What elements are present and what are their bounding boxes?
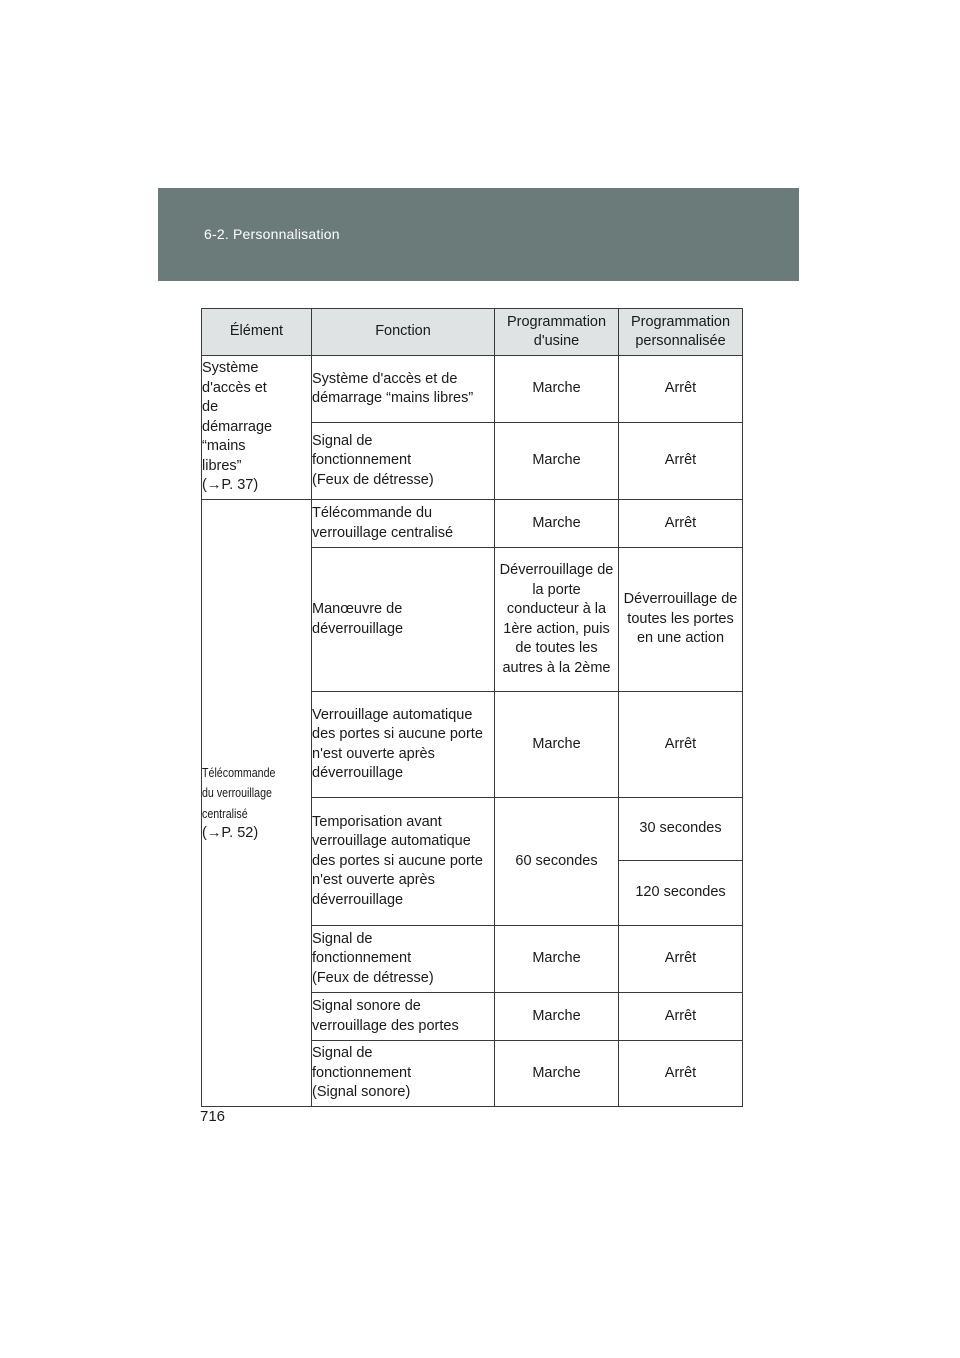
- function-cell: Signal de fonctionnement (Signal sonore): [312, 1041, 495, 1107]
- table-header-row: [202, 309, 743, 356]
- table-row: [202, 356, 743, 423]
- section-header-band: [158, 188, 799, 281]
- table-row: [202, 500, 743, 548]
- factory-setting-cell: Marche: [495, 356, 619, 423]
- factory-setting-cell: Marche: [495, 993, 619, 1041]
- function-cell: Temporisation avant verrouillage automatique des portes si aucune porte n'est ouverte après déverrouillage: [312, 798, 495, 926]
- section-label: 6-2. Personnalisation: [204, 226, 340, 242]
- custom-setting-cell: 30 secondes: [619, 798, 743, 861]
- item-label-line: centralisé: [202, 805, 248, 821]
- factory-setting-cell: 60 secondes: [495, 798, 619, 926]
- custom-setting-cell: Arrêt: [619, 500, 743, 548]
- function-cell: Signal de fonctionnement (Feux de détresse): [312, 926, 495, 993]
- item-page-reference: (→P. 52): [202, 825, 259, 841]
- page-number: 716: [200, 1108, 226, 1125]
- custom-setting-cell: Arrêt: [619, 692, 743, 798]
- function-cell: Signal de fonctionnement (Feux de détresse): [312, 423, 495, 500]
- factory-setting-cell: Marche: [495, 500, 619, 548]
- item-label-line: du verrouillage: [202, 785, 272, 800]
- custom-setting-cell: Arrêt: [619, 1041, 743, 1107]
- custom-setting-cell: 120 secondes: [619, 861, 743, 926]
- factory-setting-cell: Marche: [495, 926, 619, 993]
- function-cell: Verrouillage automatique des portes si aucune porte n'est ouverte après déverrouillage: [312, 692, 495, 798]
- function-cell: Système d'accès et de démarrage “mains libres”: [312, 356, 495, 423]
- column-header-factory-setting: Programmation d'usine: [495, 309, 619, 356]
- custom-setting-cell: Arrêt: [619, 993, 743, 1041]
- factory-setting-cell: Marche: [495, 423, 619, 500]
- function-cell: Signal sonore de verrouillage des portes: [312, 993, 495, 1041]
- factory-setting-cell: Déverrouillage de la porte conducteur à la 1ère action, puis de toutes les autres à la 2ème: [495, 548, 619, 692]
- customization-table: [201, 308, 743, 1107]
- function-cell: Manœuvre de déverrouillage: [312, 548, 495, 692]
- custom-setting-cell: Arrêt: [619, 356, 743, 423]
- item-cell-wireless-remote: [202, 500, 312, 1107]
- custom-setting-cell: Arrêt: [619, 423, 743, 500]
- column-header-custom-setting: Programmation personnalisée: [619, 309, 743, 356]
- custom-setting-cell: Arrêt: [619, 926, 743, 993]
- column-header-item: Élément: [202, 309, 312, 356]
- factory-setting-cell: Marche: [495, 1041, 619, 1107]
- custom-setting-cell: Déverrouillage de toutes les portes en une action: [619, 548, 743, 692]
- item-label-line: Télécommande: [202, 764, 276, 780]
- column-header-function: Fonction: [312, 309, 495, 356]
- item-cell-smart-entry: Système d'accès et de démarrage “mains libres” (→P. 37): [202, 356, 312, 500]
- function-cell: Télécommande du verrouillage centralisé: [312, 500, 495, 548]
- factory-setting-cell: Marche: [495, 692, 619, 798]
